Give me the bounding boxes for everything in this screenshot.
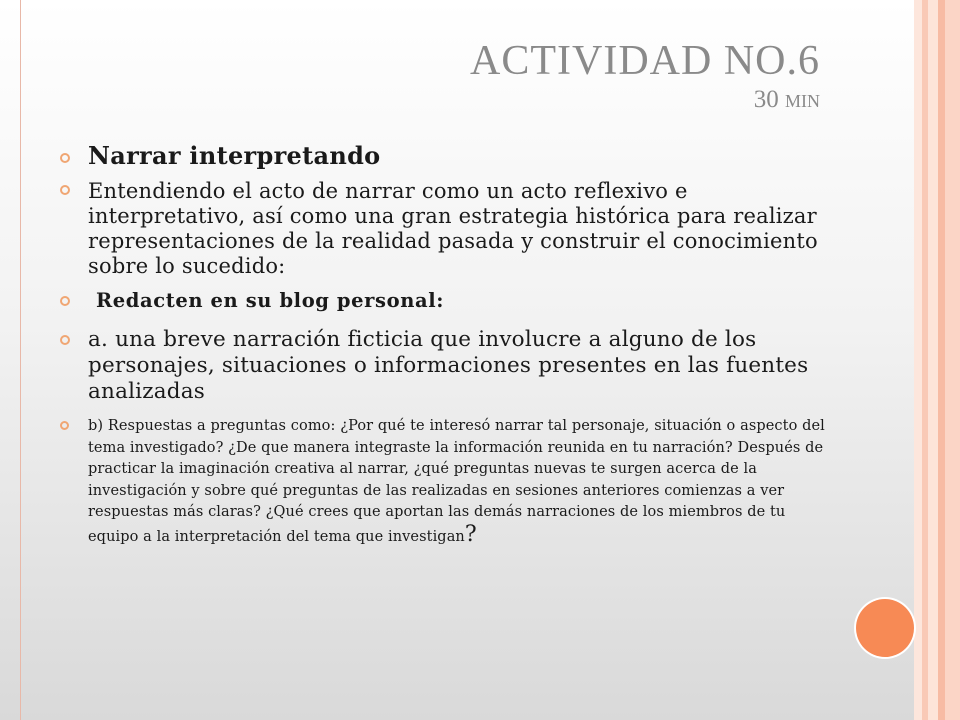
decorative-stripes bbox=[914, 0, 960, 720]
bullet-item bbox=[60, 416, 830, 548]
bullet-item bbox=[60, 179, 830, 279]
bullet-circle-icon bbox=[60, 185, 70, 195]
bullet-circle-icon bbox=[60, 296, 70, 306]
bullet-list bbox=[60, 142, 830, 548]
bullet-subheading: Redacten en su blog personal: bbox=[96, 289, 445, 312]
bullet-item bbox=[60, 142, 830, 170]
bullet-text: a. una breve narración ficticia que involucre a alguno de los personajes, situaciones o informaciones presentes en las fuentes analizadas bbox=[88, 327, 809, 404]
bullet-circle-icon bbox=[60, 153, 70, 163]
slide-title: ACTIVIDAD NO.6 bbox=[470, 38, 820, 84]
bullet-item bbox=[60, 289, 830, 313]
orange-circle-decoration bbox=[856, 599, 914, 657]
bullet-circle-icon bbox=[60, 421, 69, 430]
bullet-heading: Narrar interpretando bbox=[88, 141, 381, 170]
bullet-small-text: b) Respuestas a preguntas como: ¿Por qué te interesó narrar tal personaje, situación o aspecto del tema investigado? ¿De que manera integraste la información reunida en tu narración? Después de practicar la imaginación creativa al narrar, ¿qué preguntas nuevas te surgen acerca de la investigación y sobre qué preguntas de las realizadas en sesiones anteriores comienzas a ver respuestas más claras? ¿Qué crees que aportan las demás narraciones de los miembros de tu equipo a la interpretación del tema que investigan bbox=[88, 418, 825, 545]
bullet-text-small bbox=[88, 416, 830, 548]
bullet-circle-icon bbox=[60, 335, 70, 345]
bullet-text: Entendiendo el acto de narrar como un acto reflexivo e interpretativo, así como una gran estrategia histórica para realizar representaciones de la realidad pasada y construir el conocimiento sobre lo sucedido: bbox=[88, 179, 818, 278]
slide-subtitle: 30 min bbox=[753, 86, 820, 113]
title-block bbox=[470, 38, 820, 114]
bullet-item bbox=[60, 327, 830, 405]
question-mark: ? bbox=[464, 521, 477, 547]
left-border-line bbox=[20, 0, 21, 720]
